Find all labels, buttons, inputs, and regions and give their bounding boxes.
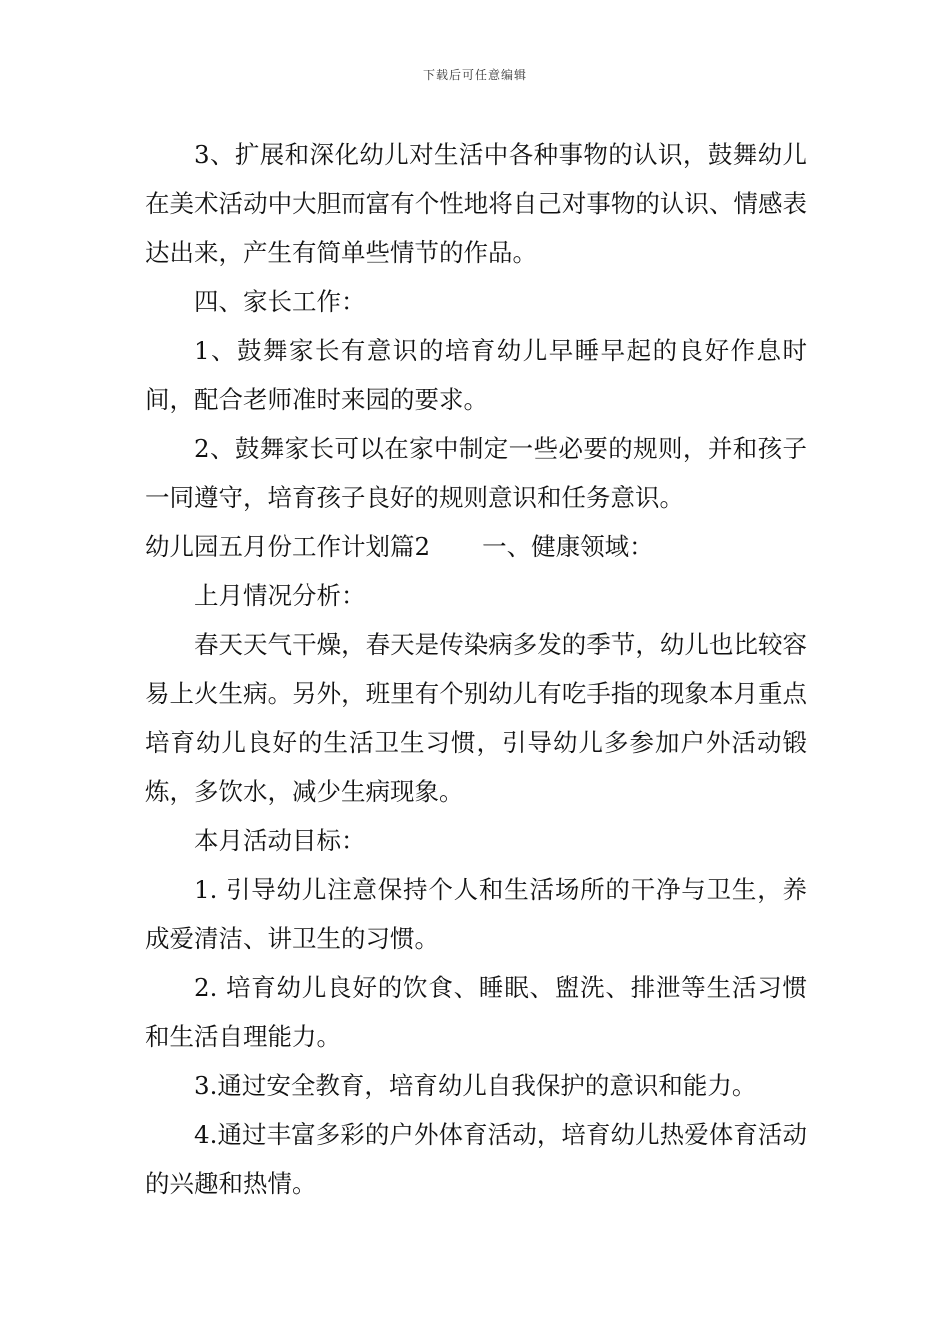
heading-last-month-analysis: 上月情况分析： [194, 581, 366, 610]
heading-month-goals: 本月活动目标： [194, 826, 366, 855]
heading-parent-work: 四、家长工作： [194, 287, 366, 316]
paragraph-art-goal-3: 3、扩展和深化幼儿对生活中各种事物的认识，鼓舞幼儿在美术活动中大胆而富有个性地将自己对事物的认识、情感表达出来，产生有简单些情节的作品。 [145, 140, 807, 267]
paragraph-goal-3: 3.通过安全教育，培育幼儿自我保护的意识和能力。 [194, 1071, 757, 1100]
section-title-line [145, 522, 807, 571]
paragraph-parent-2: 2、鼓舞家长可以在家中制定一些必要的规则，并和孩子一同遵守，培育孩子良好的规则意识和任务意识。 [145, 434, 807, 512]
section-first-heading: 一、健康领域： [482, 532, 654, 561]
section-title: 幼儿园五月份工作计划篇2 [145, 532, 431, 561]
paragraph-analysis: 春天天气干燥，春天是传染病多发的季节，幼儿也比较容易上火生病。另外，班里有个别幼儿有吃手指的现象本月重点培育幼儿良好的生活卫生习惯，引导幼儿多参加户外活动锻炼，多饮水，减少生病现象。 [145, 630, 807, 806]
paragraph-goal-2: 2. 培育幼儿良好的饮食、睡眠、盥洗、排泄等生活习惯和生活自理能力。 [145, 973, 807, 1051]
page-header: 下载后可任意编辑 [422, 68, 527, 82]
paragraph-parent-1: 1、鼓舞家长有意识的培育幼儿早睡早起的良好作息时间，配合老师准时来园的要求。 [145, 336, 807, 414]
document-body [145, 130, 807, 1208]
paragraph-goal-1: 1. 引导幼儿注意保持个人和生活场所的干净与卫生，养成爱清洁、讲卫生的习惯。 [145, 875, 807, 953]
paragraph-goal-4: 4.通过丰富多彩的户外体育活动，培育幼儿热爱体育活动的兴趣和热情。 [145, 1120, 807, 1198]
